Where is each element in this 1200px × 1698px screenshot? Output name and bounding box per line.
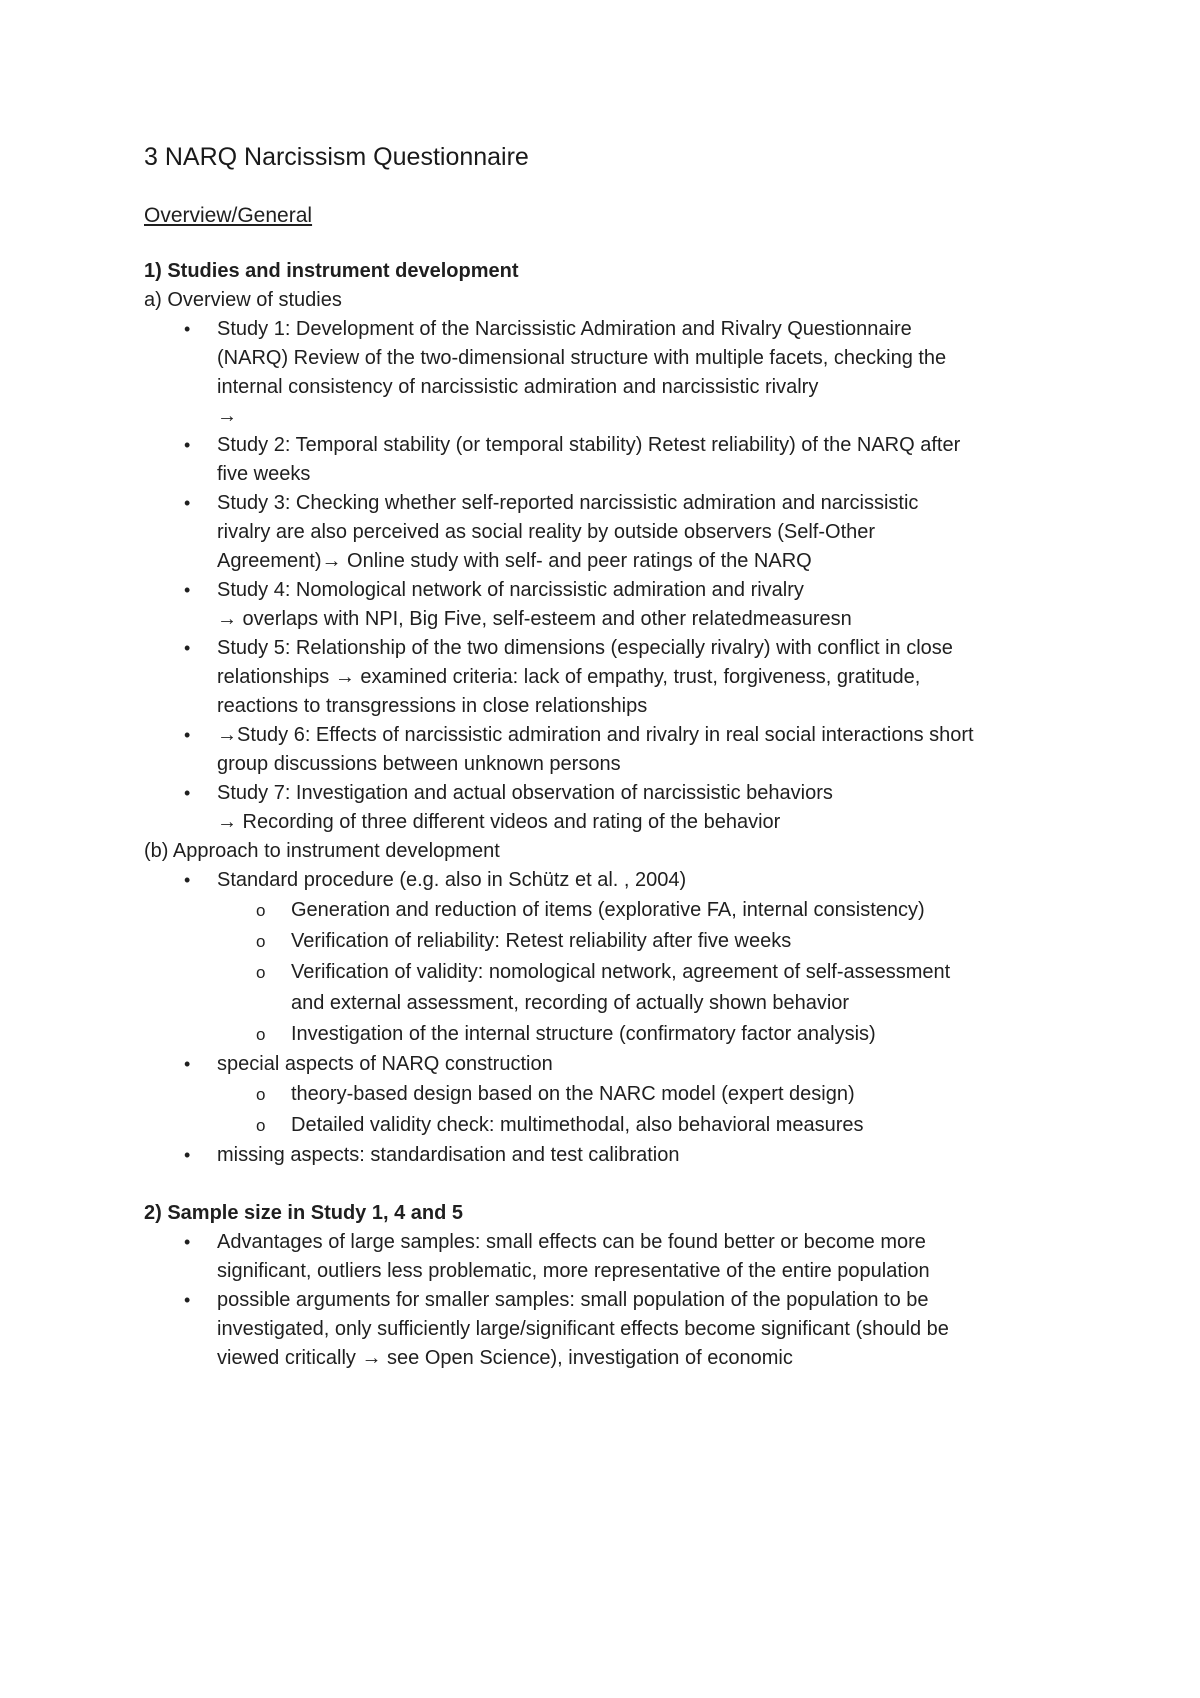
- approach-subitem-1-2: [144, 926, 1074, 957]
- sub-bullet-icon: o: [256, 901, 266, 920]
- list-item-text: Study 5: Relationship of the two dimensions (especially rivalry) with conflict in close: [217, 637, 953, 659]
- list-item-text: → Recording of three different videos and rating of the behavior: [217, 811, 781, 833]
- sample-size-list: [144, 1228, 1074, 1373]
- approach-list: [144, 866, 1074, 1170]
- bullet-icon: •: [184, 580, 191, 600]
- approach-subitem-2-2: [144, 1110, 1074, 1141]
- list-item-text: Study 3: Checking whether self-reported narcissistic admiration and narcissistic: [217, 492, 919, 514]
- list-item-text: rivalry are also perceived as social reality by outside observers (Self-Other: [217, 521, 876, 543]
- sample-size-item-2: [144, 1286, 1074, 1373]
- approach-subitem-1-1: [144, 895, 1074, 926]
- study-item-3: [144, 489, 1074, 576]
- list-item-text: Study 2: Temporal stability (or temporal stability) Retest reliability) of the NARQ after: [217, 434, 961, 456]
- list-item-text: Study 1: Development of the Narcissistic Admiration and Rivalry Questionnaire: [217, 318, 912, 340]
- approach-subitem-2-1: [144, 1079, 1074, 1110]
- list-item-text: Generation and reduction of items (explorative FA, internal consistency): [291, 899, 925, 921]
- list-item-text: (NARQ) Review of the two-dimensional structure with multiple facets, checking the: [217, 347, 947, 369]
- list-item-text: special aspects of NARQ construction: [217, 1053, 553, 1075]
- list-item-text: investigated, only sufficiently large/significant effects become significant (should be: [217, 1318, 949, 1340]
- list-item-text: Advantages of large samples: small effects can be found better or become more: [217, 1231, 926, 1253]
- bullet-icon: •: [184, 870, 191, 890]
- bullet-icon: •: [184, 783, 191, 803]
- bullet-icon: •: [184, 725, 191, 745]
- sub-bullet-icon: o: [256, 1116, 266, 1135]
- list-item-text: Investigation of the internal structure (confirmatory factor analysis): [291, 1023, 876, 1045]
- list-item-text: →: [217, 405, 237, 427]
- study-item-1: [144, 315, 1074, 431]
- approach-subitem-1-4: [144, 1019, 1074, 1050]
- list-item-text: group discussions between unknown persons: [217, 753, 621, 775]
- study-item-5: [144, 634, 1074, 721]
- bullet-icon: •: [184, 1290, 191, 1310]
- approach-subitem-1-3: [144, 957, 1074, 1019]
- bullet-icon: •: [184, 1145, 191, 1165]
- list-item-text: significant, outliers less problematic, more representative of the entire population: [217, 1260, 930, 1282]
- list-item-text: Study 7: Investigation and actual observation of narcissistic behaviors: [217, 782, 833, 804]
- list-item-text: Agreement)→ Online study with self- and peer ratings of the NARQ: [217, 550, 812, 572]
- list-item-text: relationships → examined criteria: lack of empathy, trust, forgiveness, gratitude,: [217, 666, 921, 688]
- sample-size-item-1: [144, 1228, 1074, 1286]
- list-item-text: Study 4: Nomological network of narcissistic admiration and rivalry: [217, 579, 804, 601]
- subsection-a-label: a) Overview of studies: [144, 289, 342, 311]
- sub-bullet-icon: o: [256, 1025, 266, 1044]
- list-item-text: Verification of validity: nomological network, agreement of self-assessment: [291, 961, 951, 983]
- sub-bullet-icon: o: [256, 1085, 266, 1104]
- study-item-2: [144, 431, 1074, 489]
- bullet-icon: •: [184, 1232, 191, 1252]
- sub-bullet-icon: o: [256, 932, 266, 951]
- document-title: 3 NARQ Narcissism Questionnaire: [144, 143, 529, 171]
- list-item-text: Standard procedure (e.g. also in Schütz et al. , 2004): [217, 869, 687, 891]
- bullet-icon: •: [184, 1054, 191, 1074]
- approach-item-1: [144, 866, 1074, 895]
- list-item-text: missing aspects: standardisation and test calibration: [217, 1144, 680, 1166]
- overview-label: Overview/General: [144, 204, 313, 227]
- document-page: [144, 140, 1074, 1373]
- bullet-icon: •: [184, 638, 191, 658]
- studies-list: [144, 315, 1074, 837]
- section-2-heading: 2) Sample size in Study 1, 4 and 5: [144, 1202, 463, 1224]
- bullet-icon: •: [184, 493, 191, 513]
- study-item-4: [144, 576, 1074, 634]
- section-1-heading: 1) Studies and instrument development: [144, 260, 519, 282]
- list-item-text: →Study 6: Effects of narcissistic admiration and rivalry in real social interactions short: [217, 724, 974, 746]
- list-item-text: reactions to transgressions in close relationships: [217, 695, 648, 717]
- study-item-7: [144, 779, 1074, 837]
- approach-item-2: [144, 1050, 1074, 1079]
- sub-bullet-icon: o: [256, 963, 266, 982]
- bullet-icon: •: [184, 435, 191, 455]
- list-item-text: internal consistency of narcissistic admiration and narcissistic rivalry: [217, 376, 819, 398]
- list-item-text: Detailed validity check: multimethodal, also behavioral measures: [291, 1114, 864, 1136]
- list-item-text: and external assessment, recording of actually shown behavior: [291, 992, 850, 1014]
- list-item-text: theory-based design based on the NARC model (expert design): [291, 1083, 855, 1105]
- approach-item-3: [144, 1141, 1074, 1170]
- study-item-6: [144, 721, 1074, 779]
- list-item-text: → overlaps with NPI, Big Five, self-esteem and other relatedmeasuresn: [217, 608, 852, 630]
- subsection-b-label: (b) Approach to instrument development: [144, 840, 500, 862]
- list-item-text: viewed critically → see Open Science), investigation of economic: [217, 1347, 793, 1369]
- list-item-text: possible arguments for smaller samples: small population of the population to be: [217, 1289, 929, 1311]
- bullet-icon: •: [184, 319, 191, 339]
- list-item-text: five weeks: [217, 463, 311, 485]
- list-item-text: Verification of reliability: Retest reliability after five weeks: [291, 930, 792, 952]
